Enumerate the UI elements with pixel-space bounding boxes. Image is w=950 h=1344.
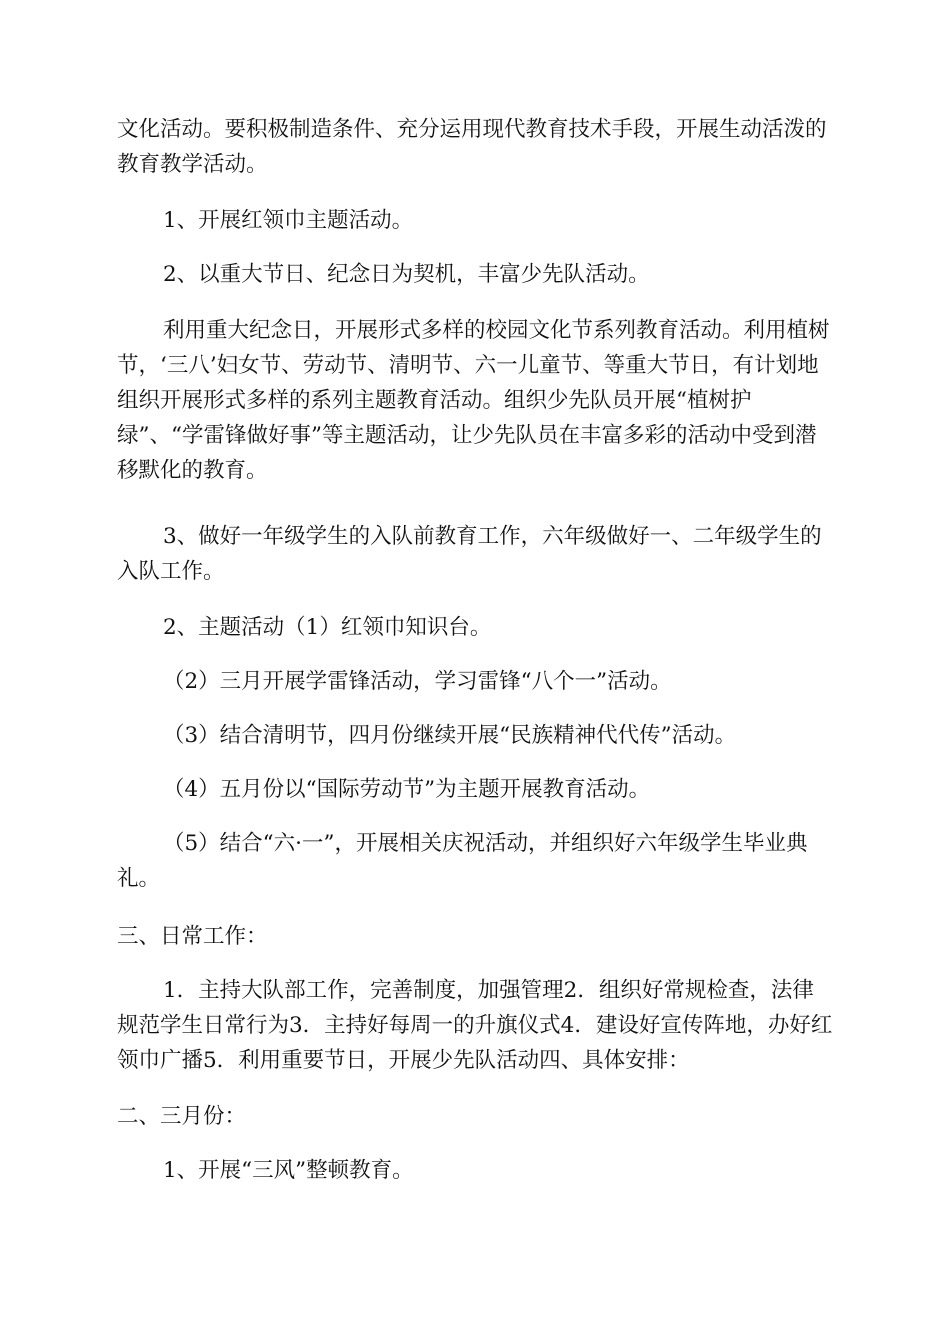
- paragraph-theme-activity: 2、主题活动（1）红领巾知识台。: [163, 615, 492, 640]
- paragraph-festival-opportunity: 2、以重大节日、纪念日为契机，丰富少先队活动。: [163, 262, 650, 287]
- paragraph-memorial-day-activities: 利用重大纪念日，开展形式多样的校园文化节系列教育活动。利用植树节，‘三八’妇女节、劳动节、清明节、六一儿童节、等重大节日，有计划地组织开展形式多样的系列主题教育活动。组织少先队员开展“植树护绿”、“学雷锋做好事”等主题活动，让少先队员在丰富多彩的活动中受到潜移默化的教育。: [117, 318, 830, 483]
- paragraph-april-activity: （3）结合清明节，四月份继续开展“民族精神代代传”活动。: [163, 723, 737, 748]
- paragraph-march-activity: （2）三月开展学雷锋活动，学习雷锋“八个一”活动。: [163, 669, 672, 694]
- section-heading-february-march: 二、三月份：: [117, 1104, 247, 1129]
- paragraph-june-activity: （5）结合“六·一”，开展相关庆祝活动，并组织好六年级学生毕业典礼。: [117, 831, 808, 891]
- section-heading-daily-work: 三、日常工作：: [117, 924, 268, 949]
- paragraph-enrollment-education: 3、做好一年级学生的入队前教育工作，六年级做好一、二年级学生的入队工作。: [117, 524, 822, 584]
- paragraph-may-activity: （4）五月份以“国际劳动节”为主题开展教育活动。: [163, 777, 651, 802]
- paragraph-daily-work-list: 1．主持大队部工作，完善制度，加强管理2．组织好常规检查，法律规范学生日常行为3．主持好每周一的升旗仪式4．建设好宣传阵地，办好红领巾广播5．利用重要节日，开展少先队活动四、具体安排：: [117, 978, 833, 1073]
- paragraph-three-styles: 1、开展“三风”整顿教育。: [163, 1158, 414, 1183]
- paragraph-red-scarf-theme: 1、开展红领巾主题活动。: [163, 208, 414, 233]
- paragraph-continuation: 文化活动。要积极制造条件、充分运用现代教育技术手段，开展生动活泼的教育教学活动。: [117, 117, 827, 177]
